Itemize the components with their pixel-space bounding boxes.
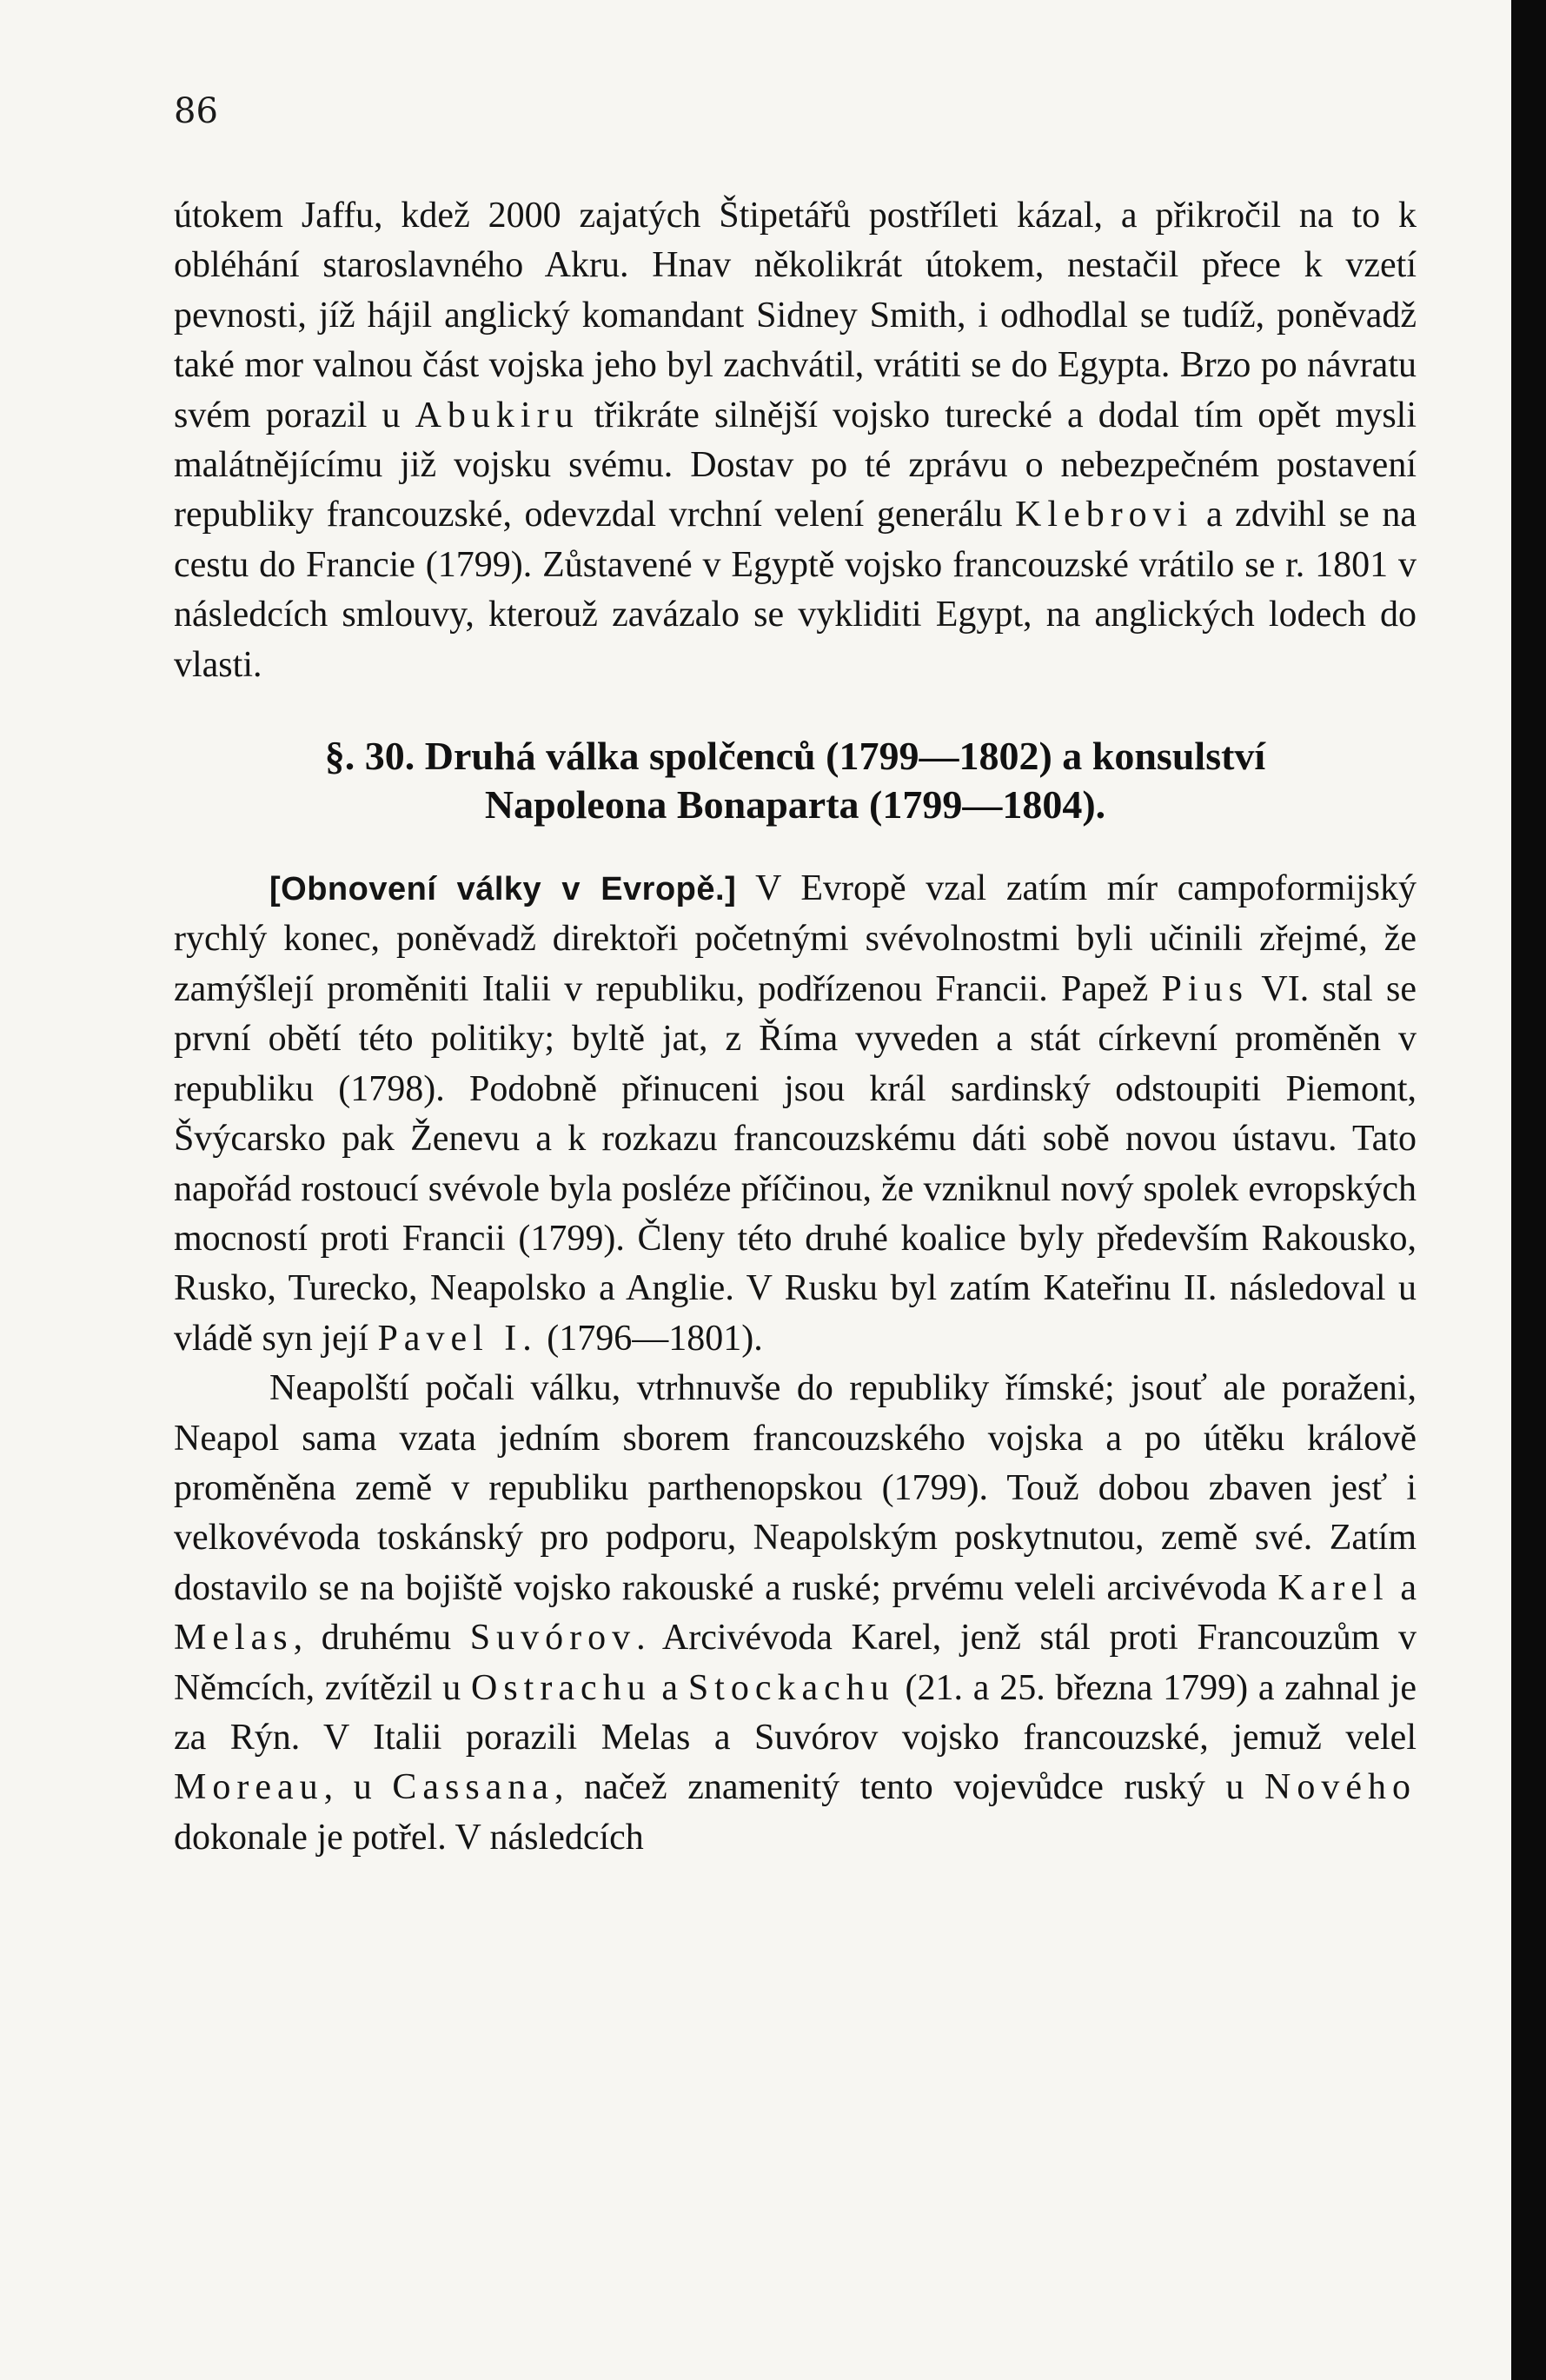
section-heading-line-1: §. 30. Druhá válka spolčenců (1799—1802) a konsulství	[324, 734, 1266, 779]
text-run: útokem Jaffu, kdež 2000 zajatých Štipetářů postříleti kázal, a přikročil na to k obléhání staroslavného Akru. Hnav několikrát útokem, nestačil přece k vzetí pevnosti, jíž hájil anglický komandant Sidney Smith, i odhodlal se tudíž, poněvadž také mor valnou část vojska jeho byl zachvátil, vrátiti se do Egypta. Brzo po návratu svém porazil u	[174, 196, 1417, 435]
paragraph-renewal	[174, 864, 1417, 1364]
text-run: a	[1389, 1567, 1417, 1608]
text-run: , načež znamenitý tento vojevůdce ruský u	[554, 1767, 1265, 1808]
text-run: (21. a 25. března 1799) a zahnal je za Rýn. V Italii porazili Melas a Suvórov vojsko francouzské, jemuž velel	[174, 1667, 1417, 1758]
name-moreau: Moreau	[174, 1767, 324, 1808]
name-abukir: Abukiru	[415, 395, 580, 435]
place-cassano: Cassana	[392, 1767, 554, 1808]
text-run: VI. stal se první obětí této politiky; byltě jat, z Říma vyveden a stát církevní proměněn v republiku (1798). Podobně přinuceni jsou král sardinský odstoupiti Piemont, Švýcarsko pak Ženevu a k rozkazu francouzskému dáti sobě novou ústavu. Tato napořád rostoucí svévole byla posléze příčinou, že vzniknul nový spolek evropských mocností proti Francii (1799). Členy této druhé koalice byly především Rakousko, Rusko, Turecko, Neapolsko a Anglie. V Rusku byl zatím Kateřinu II. následoval u vládě syn její	[174, 968, 1417, 1359]
paragraph-subheading: [Obnovení války v Evropě.]	[269, 871, 737, 908]
text-run: třikráte silnější vojsko turecké a dodal tím opět mysli malátnějícímu již vojsku svému. Dostav po té zprávu o nebezpečném postavení republiky francouzské, odevzdal vrchní velení generálu	[174, 395, 1417, 535]
section-heading	[174, 732, 1417, 829]
text-run: , druhému	[293, 1618, 470, 1659]
place-nove: Nového	[1264, 1767, 1417, 1808]
name-melas: Melas	[174, 1618, 294, 1659]
name-suvorov: Suvórov	[469, 1618, 637, 1659]
text-run: a	[651, 1667, 688, 1708]
place-ostrach: Ostrachu	[471, 1667, 652, 1708]
text-run: (1796—1801).	[537, 1318, 763, 1359]
section-heading-line-2: Napoleona Bonaparta (1799—1804).	[484, 782, 1106, 828]
name-pius: Pius	[1161, 968, 1249, 1009]
paragraph-neapolitans	[174, 1364, 1417, 1863]
name-karel: Karel	[1277, 1567, 1390, 1608]
name-klebr: Klebrovi	[1015, 495, 1194, 535]
text-run: dokonale je potřel. V následcích	[174, 1817, 644, 1858]
text-run: Neapolští počali válku, vtrhnuvše do republiky římské; jsouť ale poraženi, Neapol sama vzata jedním sborem francouzského vojska a po útěku královĕ proměněna země v republiku parthenopskou (1799). Touž dobou zbaven jesť i velkovévoda toskánský pro podporu, Neapolským poskytnutou, země své. Zatím dostavilo se na bojiště vojsko rakouské a ruské; prvému veleli arcivévoda	[174, 1368, 1417, 1608]
page-number: 86	[174, 91, 218, 131]
text-run: a zdvihl se na cestu do Francie (1799). Zůstavené v Egyptě vojsko francouzské vrátilo se r. 1801 v následcích smlouvy, kterouž zavázalo se vykliditi Egypt, na anglických lodech do vlasti.	[174, 495, 1417, 685]
page-text	[174, 191, 1417, 1863]
place-stockach: Stockachu	[687, 1667, 895, 1708]
text-run: . Arcivévoda Karel, jenž stál proti Francouzům v Němcích, zvítězil u	[174, 1618, 1417, 1708]
name-pavel: Pavel I.	[377, 1318, 538, 1359]
text-run: V Evropě vzal zatím mír campoformijský rychlý konec, poněvadž direktoři početnými svévolnostmi byli učinili zřejmé, že zamýšlejí proměniti Italii v republiku, podřízenou Francii. Papež	[174, 868, 1417, 1009]
text-run: , u	[323, 1767, 393, 1808]
paragraph-egypt	[174, 191, 1417, 690]
